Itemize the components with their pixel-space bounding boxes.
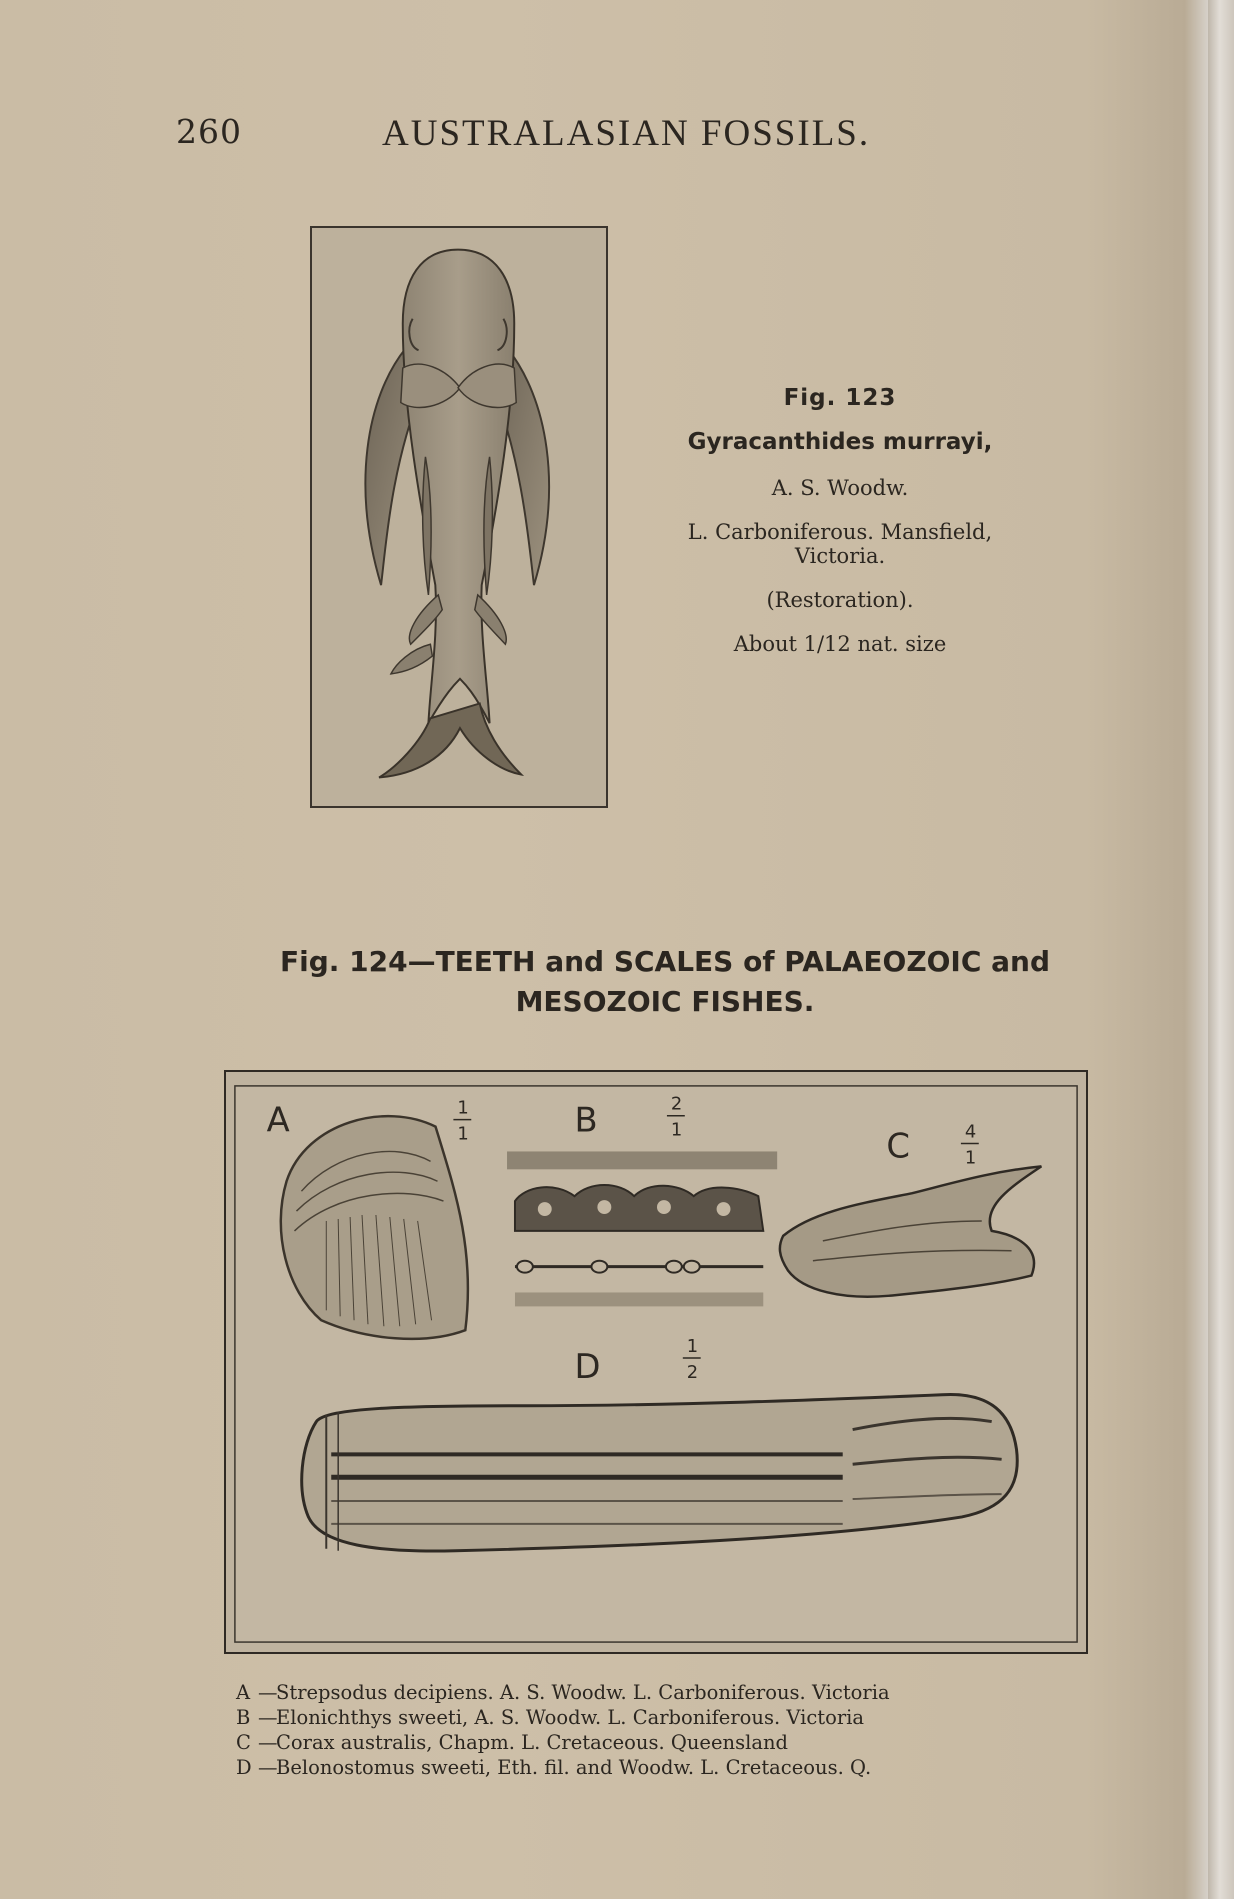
fig123-illustration	[310, 226, 608, 808]
panel-c-scale-numerator: 4	[964, 1121, 977, 1143]
fig124-plate	[224, 1070, 1088, 1654]
page-edge	[1208, 0, 1234, 1899]
panel-b-letter: B	[574, 1100, 598, 1140]
legend-row: B — Elonichthys sweeti, A. S. Woodw. L. Carboniferous. Victoria	[236, 1706, 865, 1729]
teeth-and-scales-plate	[226, 1072, 1086, 1652]
running-title: AUSTRALASIAN FOSSILS.	[382, 113, 871, 154]
panel-d-scale-numerator: 1	[686, 1336, 699, 1358]
fig124-heading-line1: Fig. 124—TEETH and SCALES of PALAEOZOIC and	[279, 945, 1051, 978]
panel-c-letter: C	[886, 1126, 910, 1166]
fig123-locality-line1: L. Carboniferous. Mansfield,	[687, 520, 993, 545]
legend-letter: B	[236, 1706, 251, 1729]
fig124-heading-line2: MESOZOIC FISHES.	[515, 985, 815, 1018]
legend-letter: A	[236, 1681, 251, 1704]
panel-a-scale-numerator: 1	[457, 1097, 469, 1119]
legend-row: A — Strepsodus decipiens. A. S. Woodw. L. Carboniferous. Victoria	[236, 1681, 890, 1704]
legend-row: D — Belonostomus sweeti, Eth. fil. and Woodw. L. Cretaceous. Q.	[236, 1756, 872, 1779]
fig124-legend	[236, 1680, 1096, 1780]
legend-text: Belonostomus sweeti, Eth. fil. and Woodw. L. Cretaceous. Q.	[276, 1756, 872, 1779]
fig123-scale: About 1/12 nat. size	[733, 632, 947, 657]
fig123-note: (Restoration).	[766, 588, 914, 613]
legend-text: Strepsodus decipiens. A. S. Woodw. L. Carboniferous. Victoria	[276, 1681, 890, 1704]
legend-letter: D	[236, 1756, 252, 1779]
panel-d-letter: D	[574, 1346, 601, 1386]
fig123-author: A. S. Woodw.	[771, 475, 909, 500]
page-header	[176, 112, 936, 162]
panel-a-letter: A	[266, 1100, 290, 1140]
fig123-locality-line2: Victoria.	[794, 544, 886, 569]
panel-b-scale-denominator: 1	[670, 1119, 683, 1141]
fig123-species: Gyracanthides murrayi,	[687, 429, 993, 456]
legend-row: C — Corax australis, Chapm. L. Cretaceous. Queensland	[236, 1731, 788, 1754]
legend-letter: C	[236, 1731, 251, 1754]
fig123-label: Fig. 123	[783, 385, 897, 411]
panel-d-scale-denominator: 2	[686, 1361, 699, 1383]
panel-b-scale-numerator: 2	[670, 1093, 683, 1115]
legend-text: Elonichthys sweeti, A. S. Woodw. L. Carboniferous. Victoria	[276, 1706, 865, 1729]
legend-text: Corax australis, Chapm. L. Cretaceous. Queensland	[276, 1731, 788, 1754]
page-number: 260	[176, 112, 242, 151]
panel-c-scale-denominator: 1	[964, 1147, 977, 1169]
panel-a-scale-denominator: 1	[457, 1123, 469, 1145]
panel-a-scale-drawing	[281, 1116, 468, 1339]
fig124-heading	[250, 942, 1080, 1022]
fig123-caption	[640, 385, 1040, 677]
gyracanthides-restoration-drawing	[312, 228, 606, 806]
